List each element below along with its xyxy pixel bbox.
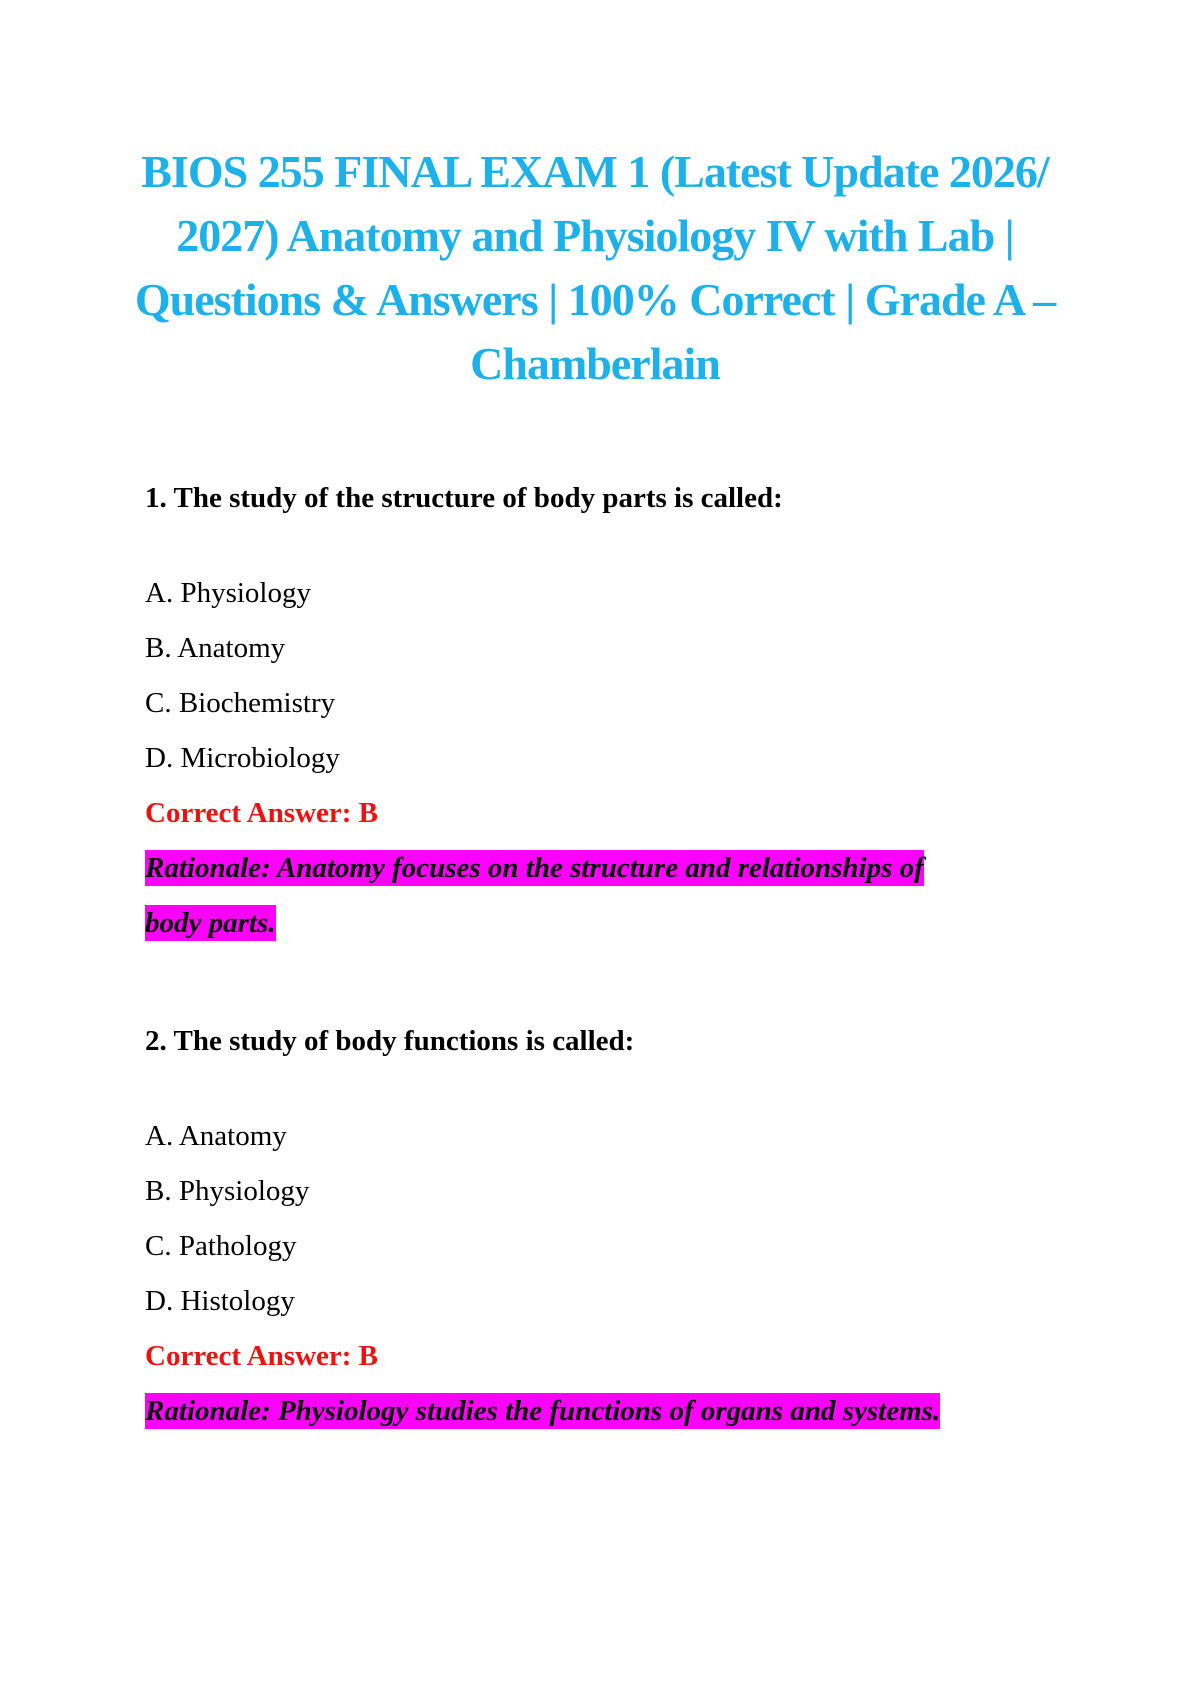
document-title: BIOS 255 FINAL EXAM 1 (Latest Update 2026/ 2027) Anatomy and Physiology IV with Lab | Questions & Answers | 100% Correct | Grade A – Chamberlain (134, 146, 1056, 389)
question-block-1 (145, 480, 1045, 951)
options-list (145, 566, 1045, 786)
rationale-line-1: Rationale: Anatomy focuses on the structure and relationships of (145, 852, 924, 884)
option-d: D. Histology (145, 1285, 295, 1317)
rationale-line-2: body parts. (145, 907, 276, 939)
option-a: A. Physiology (145, 577, 311, 609)
correct-answer: Correct Answer: B (145, 1340, 379, 1372)
option-c: C. Pathology (145, 1230, 297, 1262)
question-block-2 (145, 1023, 1045, 1439)
option-a: A. Anatomy (145, 1120, 287, 1152)
rationale (145, 841, 1045, 951)
options-list (145, 1109, 1045, 1329)
option-b: B. Anatomy (145, 632, 286, 664)
option-b: B. Physiology (145, 1175, 310, 1207)
correct-answer: Correct Answer: B (145, 797, 379, 829)
option-c: C. Biochemistry (145, 687, 336, 719)
question-text: 2. The study of body functions is called: (145, 1025, 635, 1057)
rationale (145, 1384, 1045, 1439)
question-text: 1. The study of the structure of body parts is called: (145, 482, 783, 514)
rationale-line-1: Rationale: Physiology studies the functions of organs and systems. (145, 1395, 941, 1427)
option-d: D. Microbiology (145, 742, 340, 774)
